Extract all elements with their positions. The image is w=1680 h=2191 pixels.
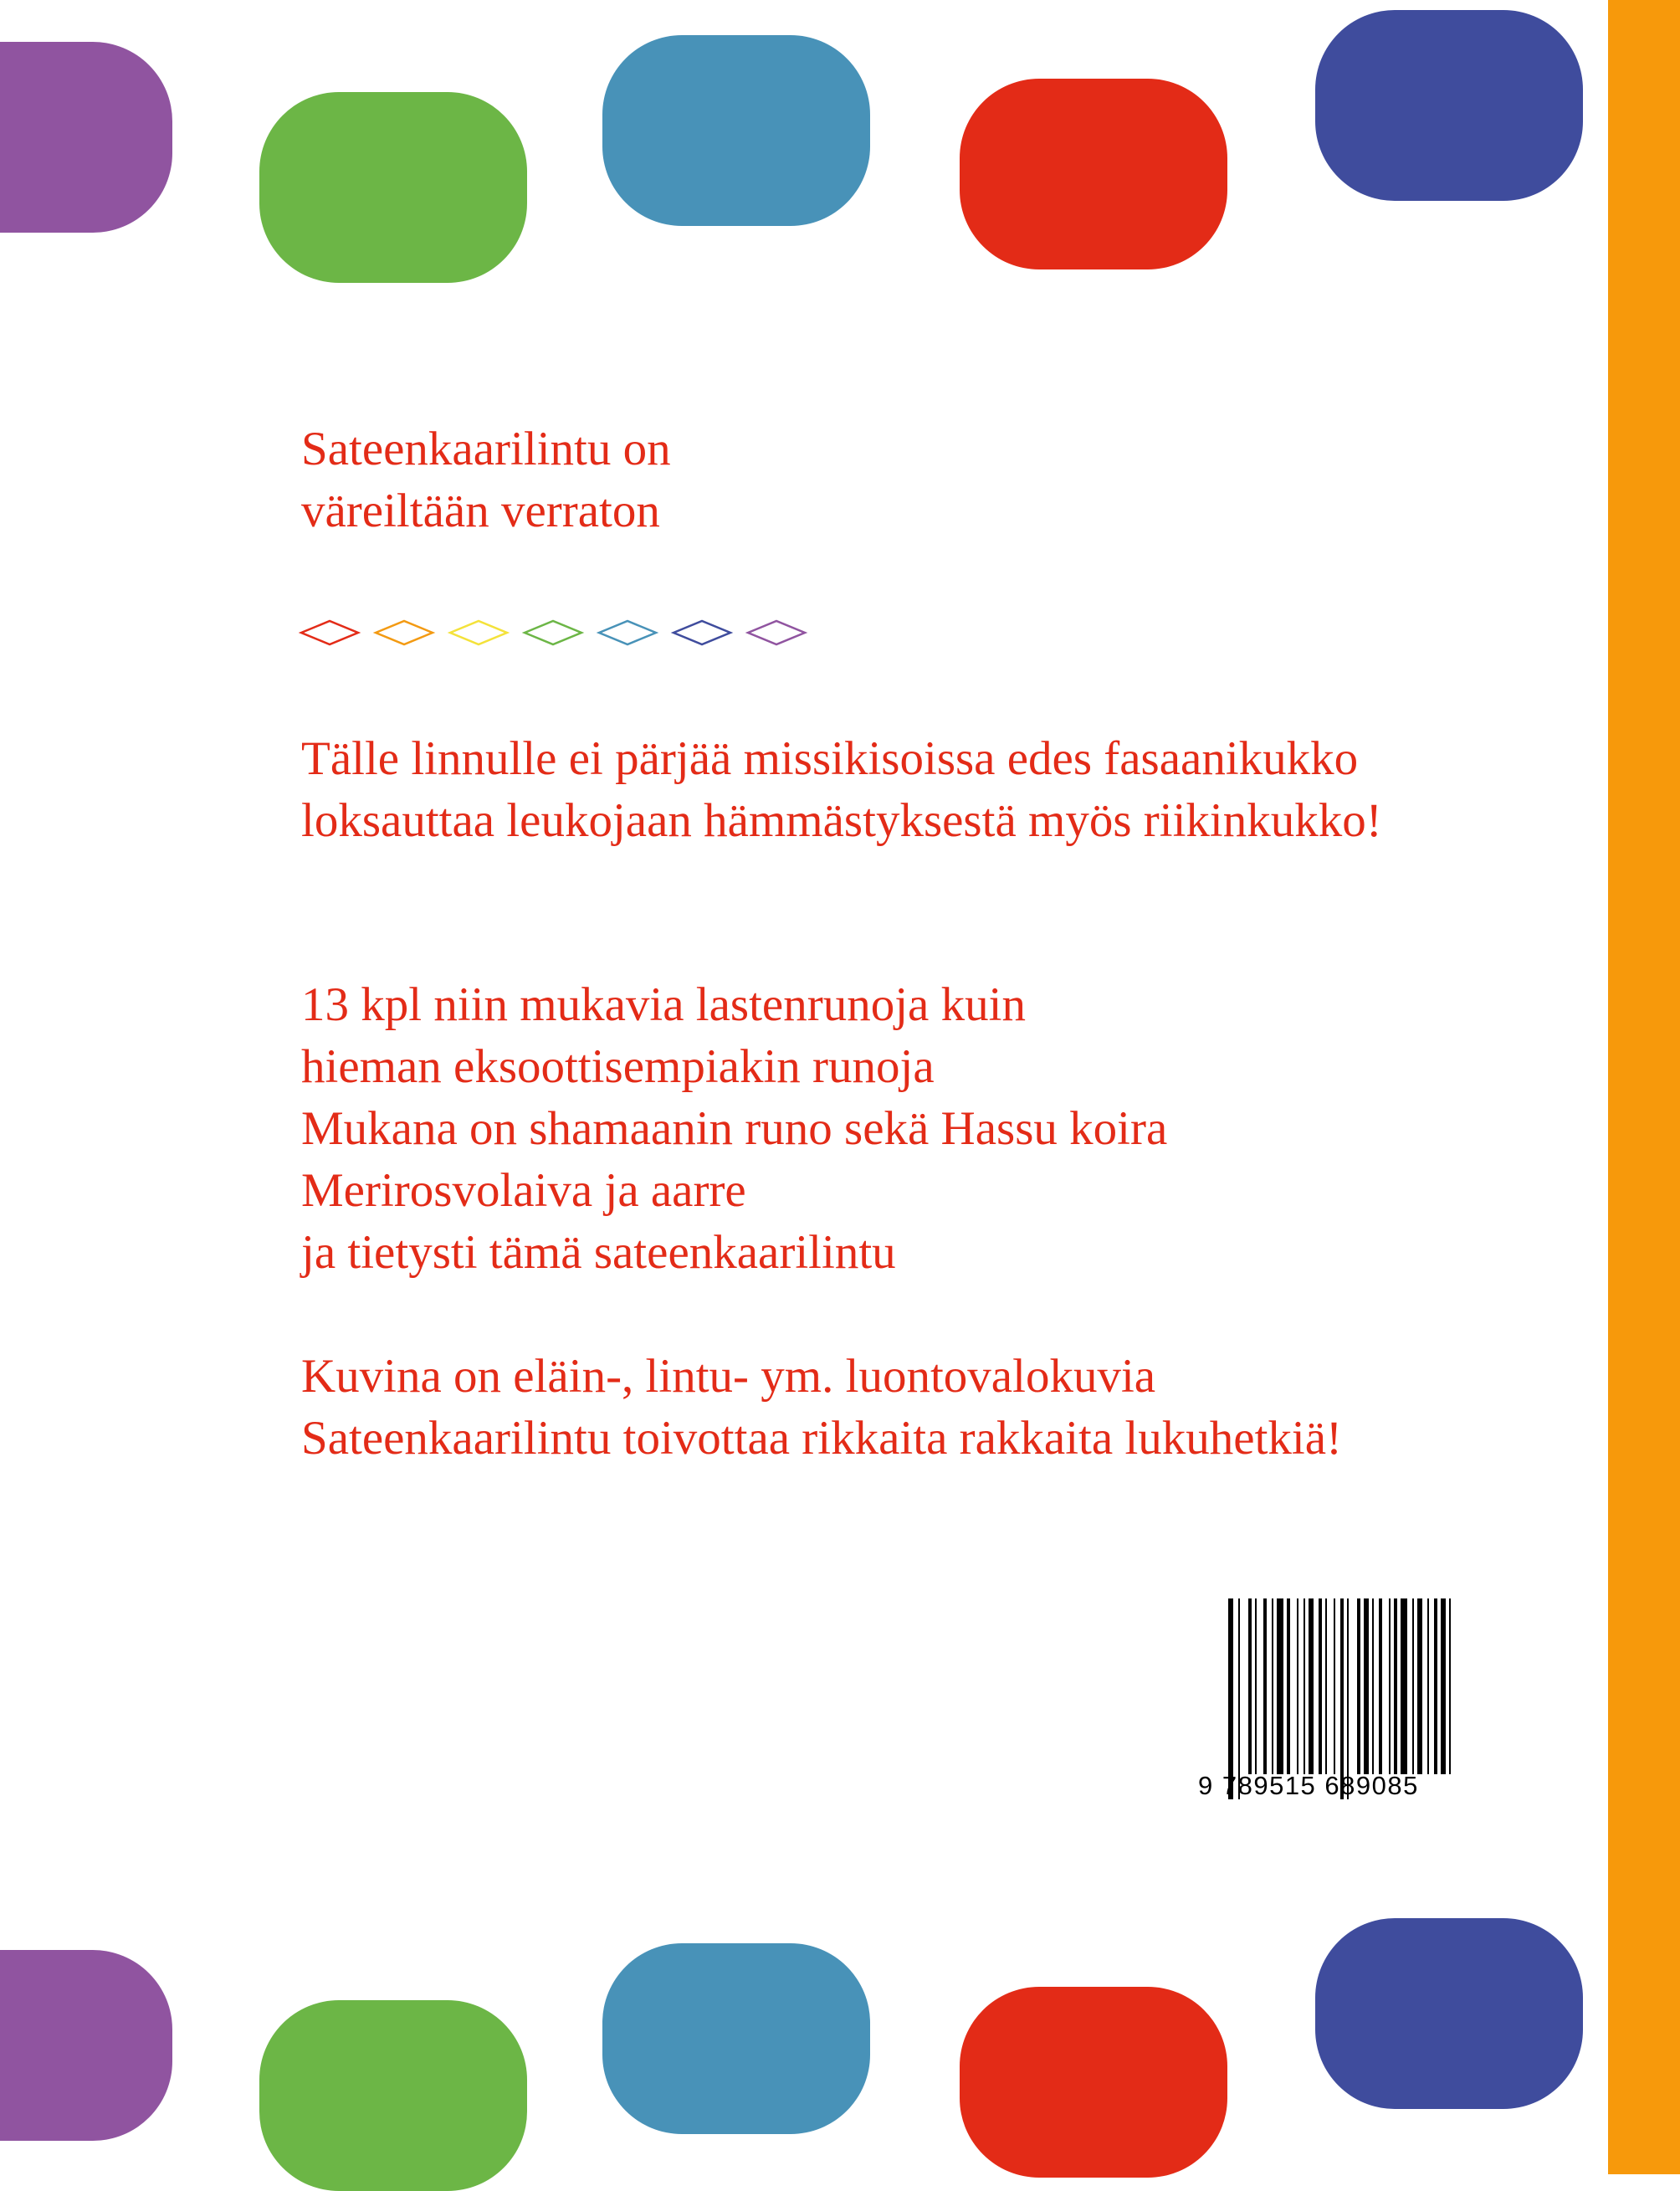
barcode-bar (1248, 1598, 1252, 1774)
barcode-bar (1325, 1598, 1327, 1774)
barcode-bars-icon (1228, 1598, 1476, 1799)
barcode-bar (1263, 1598, 1267, 1774)
barcode-bar (1427, 1598, 1429, 1774)
barcode-bar (1364, 1598, 1369, 1774)
barcode-bar (1389, 1598, 1391, 1774)
paragraph-1 (301, 728, 1382, 852)
paragraph-line: Mukana on shamaanin runo sekä Hassu koira (301, 1102, 1168, 1155)
barcode-bar (1309, 1598, 1314, 1774)
intro-line: Sateenkaarilintu on (301, 423, 671, 475)
barcode-bar (1272, 1598, 1273, 1774)
paragraph-line: Sateenkaarilintu toivottaa rikkaita rakkaita lukuhetkiä! (301, 1412, 1343, 1465)
barcode-bar (1449, 1598, 1451, 1774)
spine-strip (1608, 0, 1680, 2174)
barcode-bar (1228, 1598, 1233, 1799)
barcode-bar (1357, 1598, 1360, 1774)
paragraph-line: Kuvina on eläin-, lintu- ym. luontovalokuvia (301, 1350, 1156, 1403)
intro-line: väreiltään verraton (301, 485, 660, 537)
blue-blob-bottom (602, 1943, 870, 2134)
barcode-bar (1277, 1598, 1283, 1774)
paragraph-line: loksauttaa leukojaan hämmästyksestä myös riikinkukko! (301, 794, 1382, 847)
barcode-bar (1304, 1598, 1305, 1774)
barcode-bar (1340, 1598, 1344, 1799)
barcode-bar (1334, 1598, 1335, 1774)
barcode-bar (1238, 1598, 1240, 1799)
barcode-bar (1297, 1598, 1298, 1774)
green-blob-top (259, 92, 527, 283)
barcode-bar (1255, 1598, 1257, 1774)
green-diamond-icon (525, 621, 581, 644)
barcode-bar (1379, 1598, 1382, 1774)
paragraph-line: 13 kpl niin mukavia lastenrunoja kuin (301, 978, 1026, 1031)
barcode-bar (1347, 1598, 1349, 1799)
paragraph-line: hieman eksoottisempiakin runoja (301, 1040, 935, 1093)
barcode-bar (1287, 1598, 1290, 1774)
barcode-bar (1372, 1598, 1374, 1774)
intro-text (301, 418, 671, 542)
purple-blob-top (0, 42, 172, 233)
paragraph-2 (301, 974, 1167, 1284)
green-blob-bottom (259, 2000, 527, 2191)
navy-blob-bottom (1315, 1918, 1583, 2109)
barcode-bar (1441, 1598, 1446, 1774)
paragraph-line: ja tietysti tämä sateenkaarilintu (301, 1226, 896, 1279)
navy-blob-top (1315, 10, 1583, 201)
red-diamond-icon (301, 621, 358, 644)
blue-blob-top (602, 35, 870, 226)
purple-blob-bottom (0, 1950, 172, 2141)
isbn-digits: 9 789515 689085 (1198, 1771, 1419, 1800)
red-blob-bottom (960, 1987, 1227, 2178)
rainbow-diamond-divider (298, 618, 817, 648)
barcode-bar (1412, 1598, 1414, 1774)
paragraph-line: Tälle linnulle ei pärjää missikisoissa edes fasaanikukko (301, 732, 1359, 785)
barcode-bar (1417, 1598, 1422, 1774)
barcode-bar (1434, 1598, 1437, 1774)
yellow-diamond-icon (450, 621, 507, 644)
orange-diamond-icon (376, 621, 433, 644)
paragraph-line: Merirosvolaiva ja aarre (301, 1164, 746, 1217)
violet-diamond-icon (748, 621, 805, 644)
barcode-bar (1394, 1598, 1397, 1774)
lightblue-diamond-icon (599, 621, 656, 644)
red-blob-top (960, 79, 1227, 269)
isbn-barcode (1198, 1598, 1476, 1804)
barcode-bar (1319, 1598, 1322, 1774)
paragraph-3 (301, 1346, 1342, 1470)
barcode-bar (1401, 1598, 1407, 1774)
navy-diamond-icon (674, 621, 730, 644)
